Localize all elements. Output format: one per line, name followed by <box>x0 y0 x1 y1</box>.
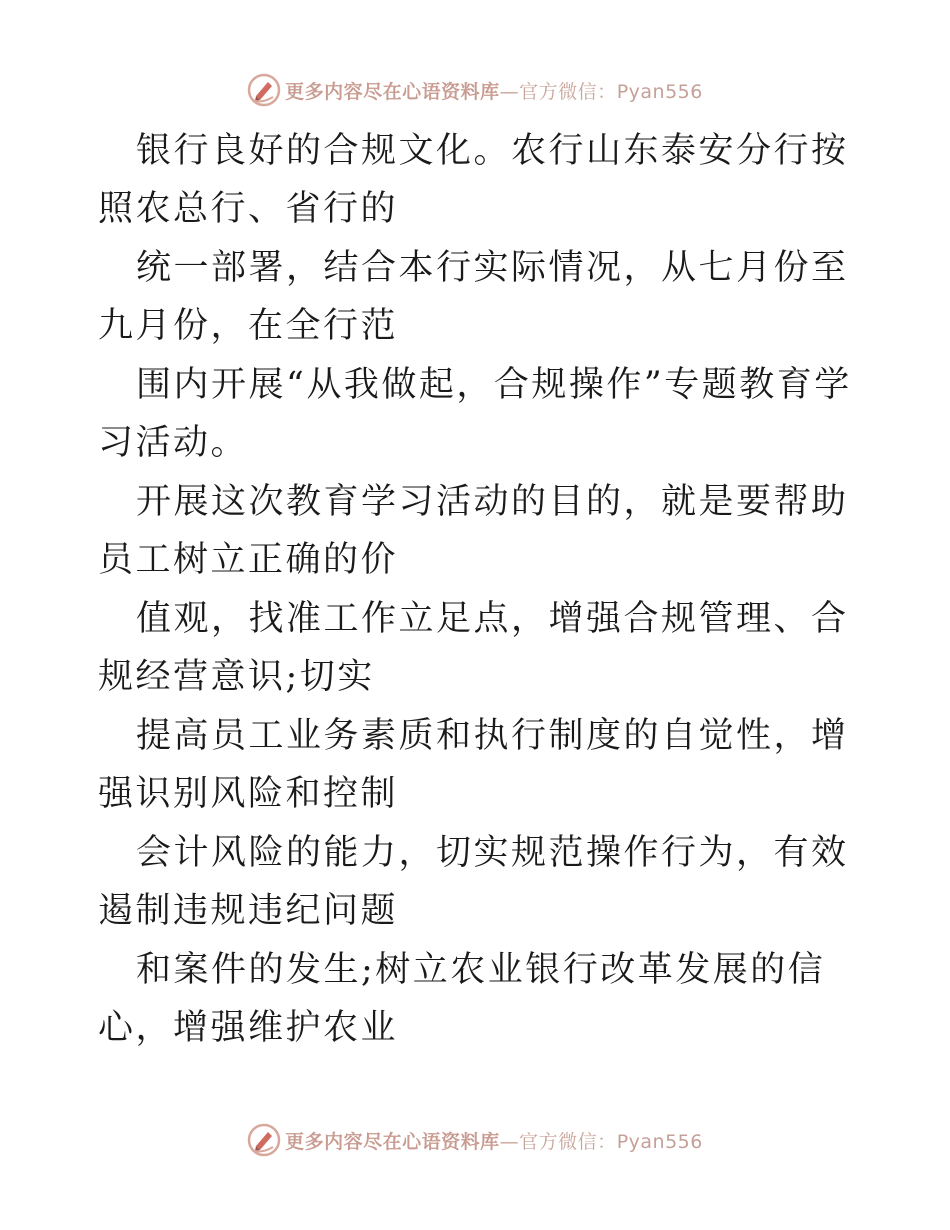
document-body <box>98 122 858 1058</box>
watermark-text <box>285 77 703 104</box>
watermark-wechat-id: Pyan556 <box>616 1130 703 1153</box>
paragraph: 开展这次教育学习活动的目的，就是要帮助员工树立正确的价 <box>98 482 849 580</box>
watermark-text <box>285 1127 703 1154</box>
paragraph: 会计风险的能力，切实规范操作行为，有效遏制违规违纪问题 <box>98 833 849 931</box>
watermark-suffix: 官方微信： <box>519 1130 617 1153</box>
footer-watermark <box>0 1120 950 1160</box>
paragraph: 和案件的发生;树立农业银行改革发展的信心，增强维护农业 <box>98 950 826 1048</box>
header-watermark <box>0 70 950 110</box>
watermark-suffix: 官方微信： <box>519 80 617 103</box>
paragraph: 银行良好的合规文化。农行山东泰安分行按照农总行、省行的 <box>98 131 849 229</box>
watermark-row <box>247 73 703 107</box>
watermark-brand: 更多内容尽在心语资料库 <box>285 80 500 103</box>
paragraph: 围内开展“从我做起，合规操作”专题教育学习活动。 <box>98 365 852 463</box>
pen-logo-icon <box>247 1123 281 1157</box>
watermark-brand: 更多内容尽在心语资料库 <box>285 1130 500 1153</box>
paragraph: 提高员工业务素质和执行制度的自觉性，增强识别风险和控制 <box>98 716 849 814</box>
watermark-separator: — <box>499 1130 520 1153</box>
pen-logo-icon <box>247 73 281 107</box>
watermark-separator: — <box>499 80 520 103</box>
watermark-wechat-id: Pyan556 <box>616 80 703 103</box>
paragraph: 统一部署，结合本行实际情况，从七月份至九月份，在全行范 <box>98 248 849 346</box>
watermark-row <box>247 1123 703 1157</box>
paragraph: 值观，找准工作立足点，增强合规管理、合规经营意识;切实 <box>98 599 849 697</box>
